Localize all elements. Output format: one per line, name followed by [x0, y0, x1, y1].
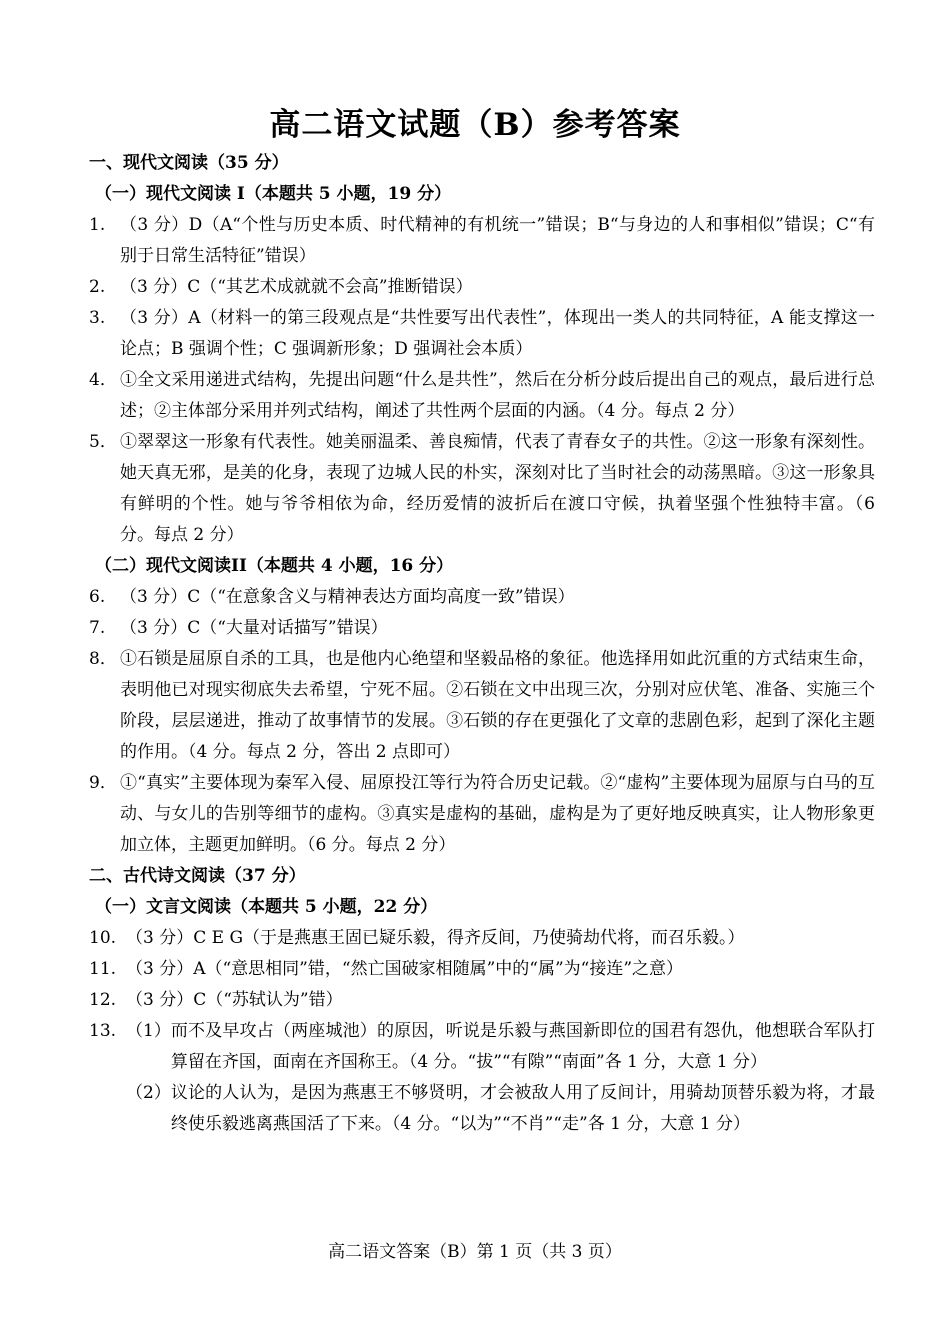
answer-subitem-13-2: [126, 1078, 875, 1140]
subsection-heading: （一）现代文阅读 I（本题共 5 小题，19 分）: [95, 184, 452, 204]
item-number: 2.: [89, 277, 106, 297]
item-text: （3 分）C（“大量对话描写”错误）: [120, 618, 388, 638]
page-title: 高二语文试题（B）参考答案: [269, 107, 681, 143]
item-number: 1.: [89, 215, 106, 235]
answer-item-12: [89, 985, 875, 1016]
item-text: （3 分）A（材料一的第三段观点是“共性要写出代表性”，体现出一类人的共同特征，A 能支撑这一论点；B 强调个性；C 强调新形象；D 强调社会本质）: [120, 308, 875, 359]
item-number: 8．: [89, 649, 117, 669]
item-text: （3 分）C E G（于是燕惠王固已疑乐毅，得齐反间，乃使骑劫代将，而召乐毅。）: [126, 928, 745, 948]
item-number: 9．: [89, 773, 117, 793]
subitem-number: （1）: [126, 1021, 171, 1041]
subsection-heading: （一）文言文阅读（本题共 5 小题，22 分）: [95, 897, 438, 917]
subitem-number: （2）: [126, 1083, 171, 1103]
answer-item-9: [89, 768, 875, 861]
item-text: （3 分）C（“在意象含义与精神表达方面均高度一致”错误）: [120, 587, 575, 607]
item-text: （3 分）A（“意思相同”错，“然亡国破家相随属”中的“属”为“接连”之意）: [126, 959, 684, 979]
item-number: 5．: [89, 432, 117, 452]
item-number: 4．: [89, 370, 117, 390]
item-number: 12.: [89, 990, 117, 1010]
section-heading: 二、古代诗文阅读（37 分）: [89, 866, 306, 886]
answer-item-3: [89, 303, 875, 365]
answer-item-8: [89, 644, 875, 768]
item-number: 3.: [89, 308, 106, 328]
item-number: 6.: [89, 587, 106, 607]
answer-item-2: [89, 272, 875, 303]
item-text: （3 分）C（“苏轼认为”错）: [126, 990, 343, 1010]
item-number: 7.: [89, 618, 106, 638]
item-text: （3 分）C（“其艺术成就就不会高”推断错误）: [120, 277, 473, 297]
answer-item-6: [89, 582, 875, 613]
section-heading: 一、现代文阅读（35 分）: [89, 153, 289, 173]
answer-item-7: [89, 613, 875, 644]
item-text: 议论的人认为，是因为燕惠王不够贤明，才会被敌人用了反间计，用骑劫顶替乐毅为将，才最终使乐毅逃离燕国活了下来。（4 分。“以为”“不肖”“走”各 1 分，大意 1 分）: [170, 1083, 875, 1134]
item-text: ①全文采用递进式结构，先提出问题“什么是共性”，然后在分析分歧后提出自己的观点，最后进行总述；②主体部分采用并列式结构，阐述了共性两个层面的内涵。（4 分。每点 2 分）: [120, 370, 875, 421]
item-number: 11.: [89, 959, 117, 979]
item-text: ①石锁是屈原自杀的工具，也是他内心绝望和坚毅品格的象征。他选择用如此沉重的方式结束生命，表明他已对现实彻底失去希望，宁死不屈。②石锁在文中出现三次，分别对应伏笔、准备、实施三个阶段，层层递进，推动了故事情节的发展。③石锁的存在更强化了文章的悲剧色彩，起到了深化主题的作用。（4 分。每点 2 分，答出 2 点即可）: [120, 649, 875, 762]
answer-item-10: [89, 923, 875, 954]
answer-item-13: [89, 1016, 875, 1078]
answer-item-5: [89, 427, 875, 551]
answer-item-1: [89, 210, 875, 272]
item-text: （3 分）D（A“个性与历史本质、时代精神的有机统一”错误；B“与身边的人和事相似”错误；C“有别于日常生活特征”错误）: [120, 215, 875, 266]
item-text: ①翠翠这一形象有代表性。她美丽温柔、善良痴情，代表了青春女子的共性。②这一形象有深刻性。她天真无邪，是美的化身，表现了边城人民的朴实，深刻对比了当时社会的动荡黑暗。③这一形象具有鲜明的个性。她与爷爷相依为命，经历爱情的波折后在渡口守候，执着坚强个性独特丰富。（6 分。每点 2 分）: [120, 432, 875, 545]
item-number: 10.: [89, 928, 117, 948]
item-number: 13.: [89, 1021, 117, 1041]
answer-content: [89, 148, 875, 1140]
subsection-heading: （二）现代文阅读II（本题共 4 小题，16 分）: [95, 556, 454, 576]
answer-item-11: [89, 954, 875, 985]
answer-item-4: [89, 365, 875, 427]
item-text: ①“真实”主要体现为秦军入侵、屈原投江等行为符合历史记载。②“虚构”主要体现为屈原与白马的互动、与女儿的告别等细节的虚构。③真实是虚构的基础，虚构是为了更好地反映真实，让人物形象更加立体，主题更加鲜明。（6 分。每点 2 分）: [120, 773, 875, 855]
item-text: 而不及早攻占（两座城池）的原因，听说是乐毅与燕国新即位的国君有怨仇，他想联合军队打算留在齐国，面南在齐国称王。（4 分。“拔”“有隙”“南面”各 1 分，大意 1 分）: [170, 1021, 875, 1072]
page-footer: 高二语文答案（B）第 1 页（共 3 页）: [328, 1242, 622, 1262]
